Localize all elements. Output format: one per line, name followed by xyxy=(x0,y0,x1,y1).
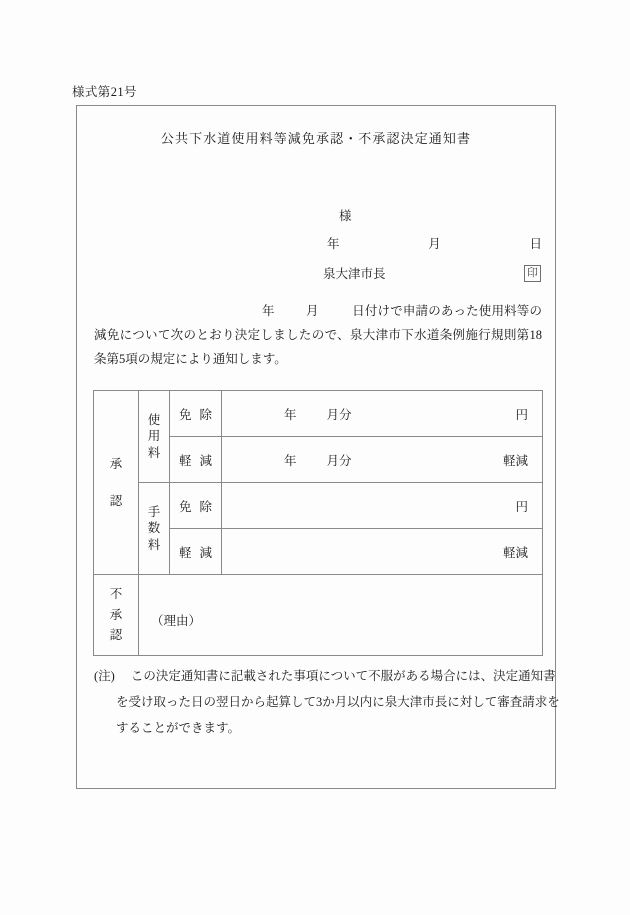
period-year: 年 xyxy=(284,453,297,468)
document-title: 公共下水道使用料等減免承認・不承認決定通知書 xyxy=(160,131,472,146)
footnote-line-2: を受け取った日の翌日から起算して3か月以内に泉大津市長に対して審査請求を xyxy=(116,695,560,709)
handling-fee-exemption-value[interactable] xyxy=(222,483,543,529)
usage-fee-exemption-period xyxy=(284,405,352,423)
usage-fee-char-3: 料 xyxy=(147,445,161,460)
rejection-reason-label: （理由） xyxy=(151,614,202,628)
handling-fee-reduction-unit: 軽減 xyxy=(502,545,528,560)
table-row xyxy=(94,483,543,529)
rejection-reason-cell[interactable] xyxy=(139,575,543,656)
footnote xyxy=(94,663,560,741)
rejection-label-char-2: 承 xyxy=(109,607,123,622)
table-row xyxy=(94,391,543,437)
usage-fee-label xyxy=(139,391,170,483)
issue-date-line xyxy=(327,234,542,252)
handling-fee-exemption-unit: 円 xyxy=(515,499,528,514)
handling-fee-char-1: 手 xyxy=(147,504,161,519)
seal-stamp-box: 印 xyxy=(524,265,541,282)
handling-fee-char-2: 数 xyxy=(147,521,161,536)
body-date-month: 月 xyxy=(306,304,319,318)
footnote-marker: (注) xyxy=(94,669,115,683)
approval-label-char-1: 承 xyxy=(109,457,123,471)
date-year-label: 年 xyxy=(327,237,340,251)
handling-fee-label xyxy=(139,483,170,575)
handling-fee-reduction-value[interactable] xyxy=(222,529,543,575)
issuer-name: 泉大津市長 xyxy=(323,267,386,281)
document-frame xyxy=(76,105,560,789)
usage-fee-reduction-unit: 軽減 xyxy=(502,453,528,468)
rejection-label-char-1: 不 xyxy=(109,587,123,602)
handling-fee-reduction-label: 軽減 xyxy=(170,529,222,575)
usage-fee-char-1: 使 xyxy=(147,412,161,427)
body-paragraph xyxy=(94,299,542,371)
rejection-label-char-3: 認 xyxy=(109,628,123,643)
usage-fee-reduction-period xyxy=(284,451,352,469)
body-line3: します。 xyxy=(237,352,287,366)
period-year: 年 xyxy=(284,407,297,422)
table-row xyxy=(94,575,543,656)
usage-fee-char-2: 用 xyxy=(147,429,161,444)
usage-fee-exemption-unit: 円 xyxy=(515,407,528,422)
decision-table xyxy=(93,390,543,656)
usage-fee-reduction-label: 軽減 xyxy=(170,437,222,483)
footnote-text-1: この決定通知書に記載された事項について不服がある場合には、決定通知書 xyxy=(130,669,556,683)
rejection-section-label xyxy=(94,575,139,656)
approval-section-label xyxy=(94,391,139,575)
body-line2: り決定しましたので、泉大津市下水道条例施行規則第18条第5項の規定により通知 xyxy=(94,328,542,366)
form-number-label: 様式第21号 xyxy=(72,85,137,99)
date-month-label: 月 xyxy=(428,237,441,251)
addressee-honorific: 様 xyxy=(339,209,352,223)
date-day-label: 日 xyxy=(529,237,542,251)
footnote-line-1 xyxy=(94,663,556,689)
period-month: 月分 xyxy=(326,407,352,422)
approval-label-char-2: 認 xyxy=(109,493,123,508)
handling-fee-char-3: 料 xyxy=(147,537,161,552)
usage-fee-exemption-label: 免除 xyxy=(170,391,222,437)
usage-fee-reduction-value[interactable] xyxy=(222,437,543,483)
body-date-year: 年 xyxy=(262,304,275,318)
usage-fee-exemption-value[interactable] xyxy=(222,391,543,437)
period-month: 月分 xyxy=(326,453,352,468)
issuer-line xyxy=(323,264,541,282)
handling-fee-exemption-label: 免除 xyxy=(170,483,222,529)
footnote-line-3: することができます。 xyxy=(116,721,241,735)
body-line1-tail: 日付けで申請のあった使用料等の減免について次のとお xyxy=(94,304,542,342)
